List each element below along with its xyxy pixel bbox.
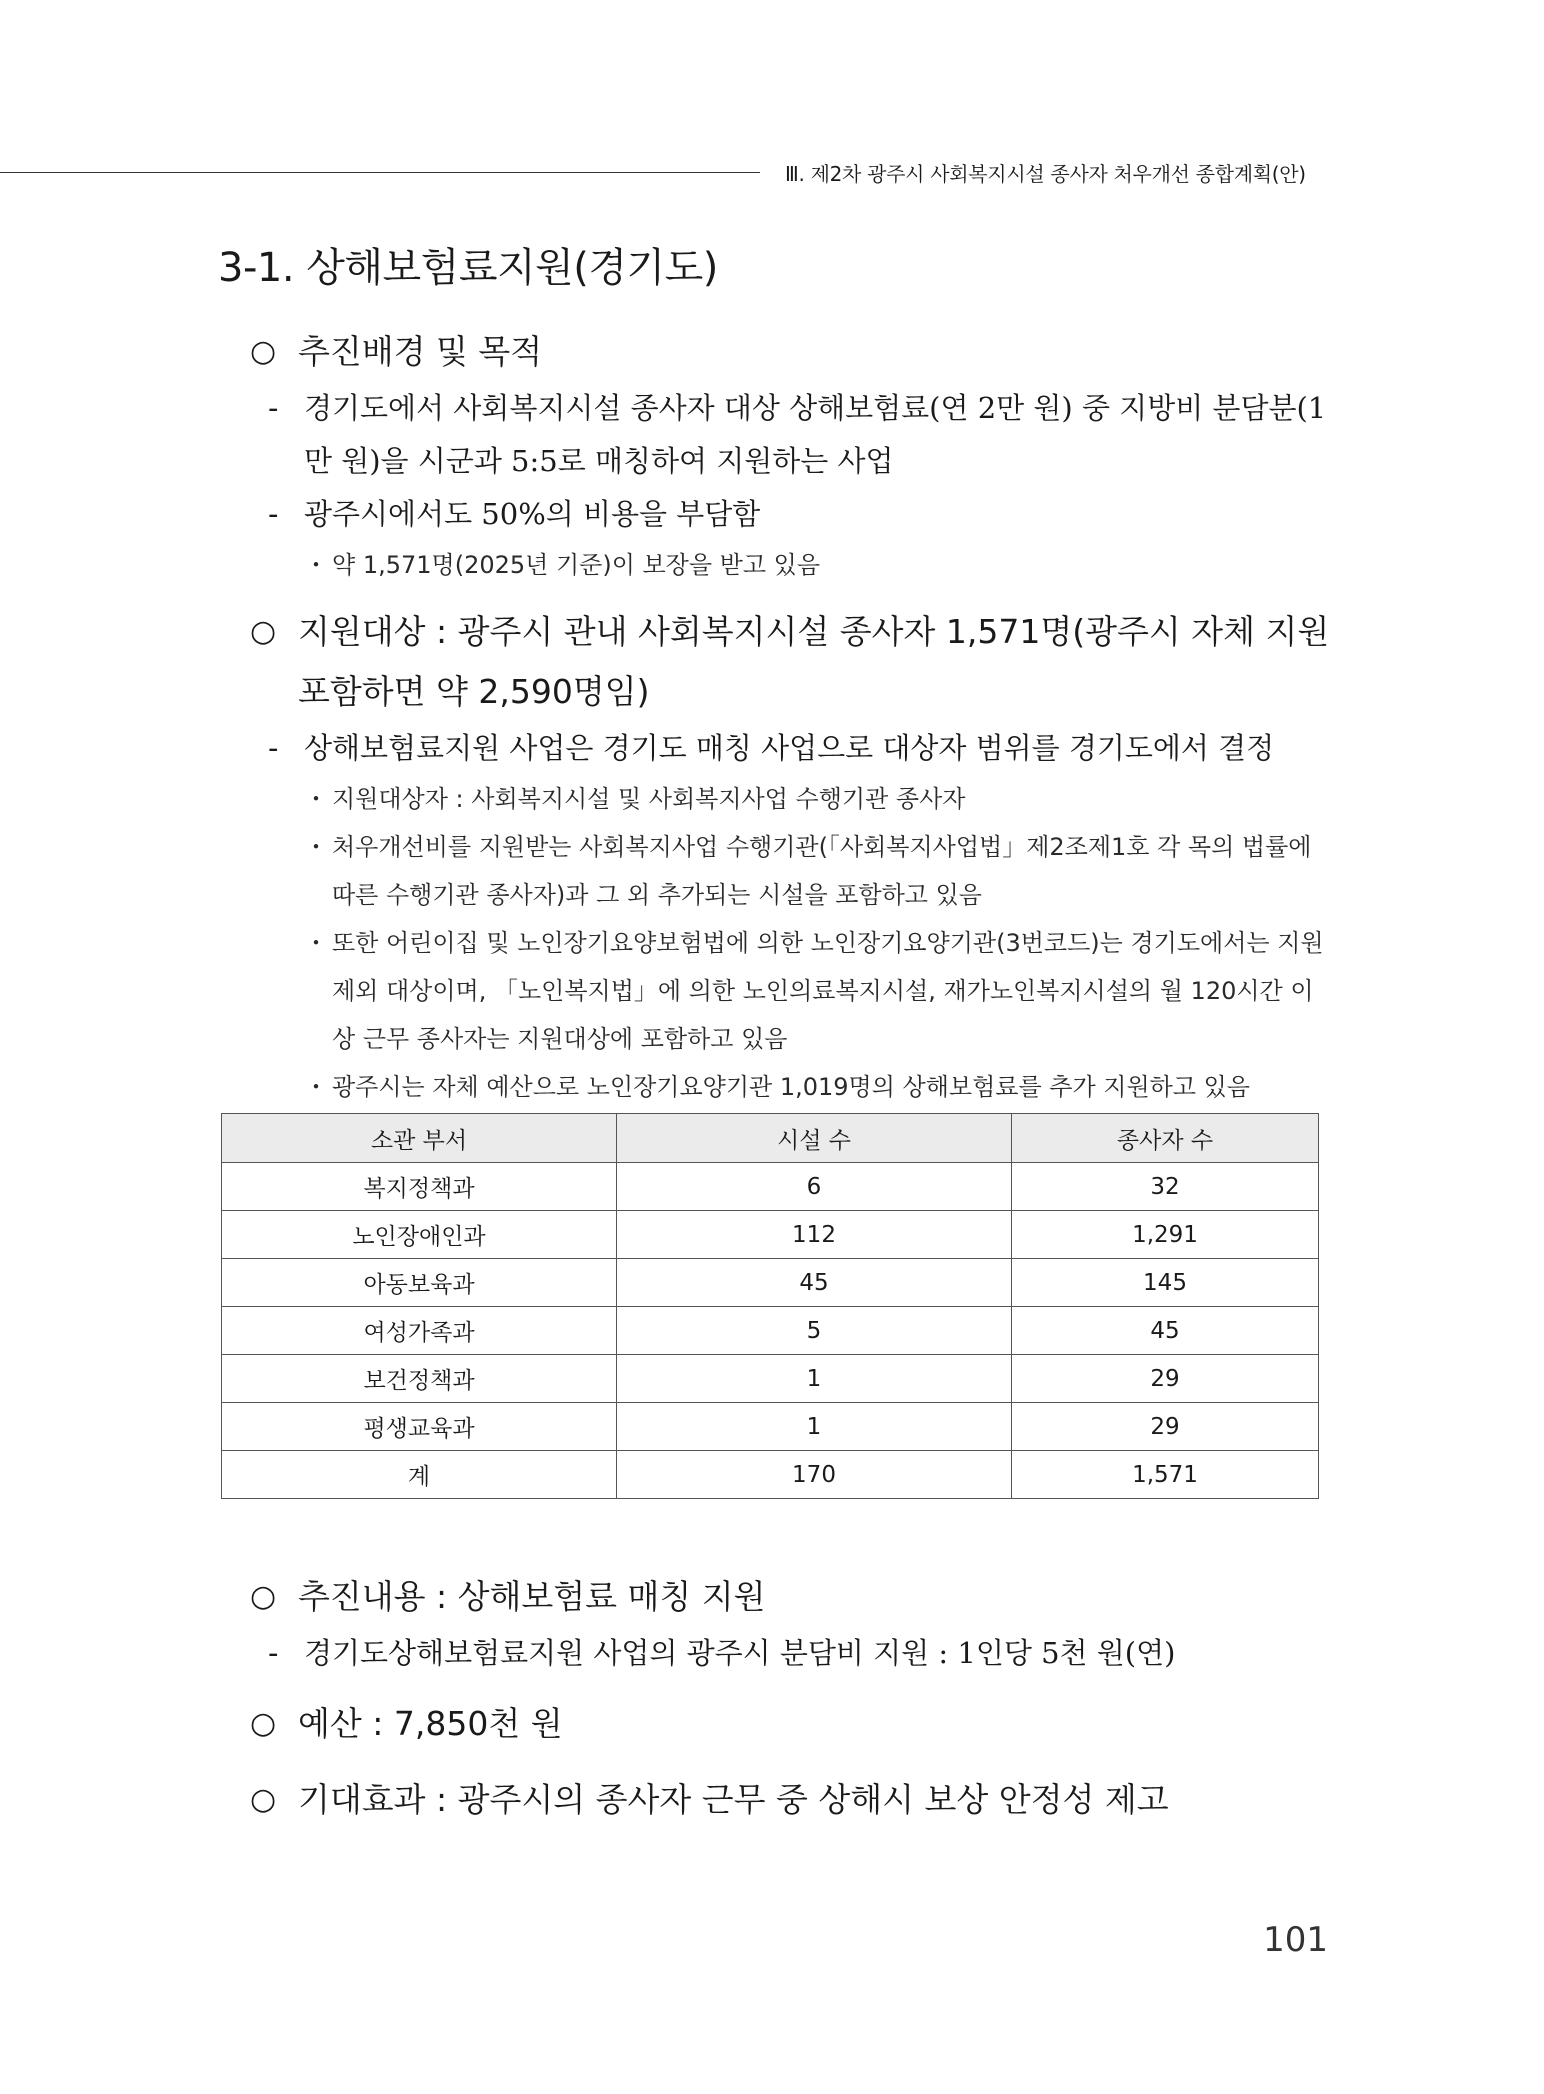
circle-bullet-icon: ○ — [250, 1782, 277, 1817]
background-block — [250, 322, 1330, 589]
cell-workers: 29 — [1012, 1355, 1319, 1403]
circle-bullet-icon: ○ — [250, 1579, 277, 1614]
cell-facilities: 112 — [617, 1211, 1012, 1259]
cell-department: 계 — [222, 1451, 617, 1499]
section-title: 3-1. 상해보험료지원(경기도) — [218, 245, 718, 291]
column-header-department: 소관 부서 — [222, 1114, 617, 1163]
cell-facilities: 170 — [617, 1451, 1012, 1499]
cell-department: 복지정책과 — [222, 1163, 617, 1211]
target-block — [250, 602, 1330, 1111]
dash-bullet-icon: - — [268, 497, 279, 531]
table-row — [222, 1163, 1319, 1211]
cell-workers: 45 — [1012, 1307, 1319, 1355]
dot-bullet-icon: ・ — [304, 551, 328, 579]
dash-bullet-icon: - — [268, 731, 279, 765]
cell-workers: 1,291 — [1012, 1211, 1319, 1259]
cell-facilities: 1 — [617, 1403, 1012, 1451]
cell-department: 노인장애인과 — [222, 1211, 617, 1259]
content-dash-1: - 경기도상해보험료지원 사업의 광주시 분담비 지원 : 1인당 5천 원(연) — [268, 1627, 1330, 1680]
cell-workers: 1,571 — [1012, 1451, 1319, 1499]
dot-bullet-icon: ・ — [304, 929, 328, 957]
cell-department: 보건정책과 — [222, 1355, 617, 1403]
page-number: 101 — [1263, 1920, 1328, 1960]
budget-heading: ○ 예산 : 7,850천 원 — [250, 1694, 1330, 1754]
target-dot-1: ・ 지원대상자 : 사회복지시설 및 사회복지사업 수행기관 종사자 — [304, 775, 1330, 823]
table-row — [222, 1211, 1319, 1259]
running-header: Ⅲ. 제2차 광주시 사회복지시설 종사자 처우개선 종합계획(안) — [785, 162, 1306, 186]
content-block — [250, 1567, 1330, 1680]
circle-bullet-icon: ○ — [250, 334, 277, 369]
target-heading: ○ 지원대상 : 광주시 관내 사회복지시설 종사자 1,571명(광주시 자체 지원 포함하면 약 2,590명임) — [250, 602, 1330, 722]
background-dash-1: - 경기도에서 사회복지시설 종사자 대상 상해보험료(연 2만 원) 중 지방비 분담분(1만 원)을 시군과 5:5로 매칭하여 지원하는 사업 — [268, 382, 1330, 488]
table-row — [222, 1403, 1319, 1451]
department-table — [221, 1113, 1319, 1499]
content-heading: ○ 추진내용 : 상해보험료 매칭 지원 — [250, 1567, 1330, 1627]
table-row — [222, 1355, 1319, 1403]
cell-workers: 29 — [1012, 1403, 1319, 1451]
effect-heading: ○ 기대효과 : 광주시의 종사자 근무 중 상해시 보상 안정성 제고 — [250, 1770, 1330, 1830]
budget-block — [250, 1694, 1330, 1754]
column-header-workers: 종사자 수 — [1012, 1114, 1319, 1163]
background-dash-2: - 광주시에서도 50%의 비용을 부담함 — [268, 488, 1330, 541]
table-row — [222, 1307, 1319, 1355]
circle-bullet-icon: ○ — [250, 614, 277, 649]
circle-bullet-icon: ○ — [250, 1706, 277, 1741]
header-rule — [0, 172, 760, 173]
target-dot-4: ・ 광주시는 자체 예산으로 노인장기요양기관 1,019명의 상해보험료를 추가 지원하고 있음 — [304, 1063, 1330, 1111]
table-total-row — [222, 1451, 1319, 1499]
target-dot-2: ・ 처우개선비를 지원받는 사회복지사업 수행기관(「사회복지사업법」제2조제1호 각 목의 법률에 따른 수행기관 종사자)과 그 외 추가되는 시설을 포함하고 있음 — [304, 823, 1330, 919]
effect-block — [250, 1770, 1330, 1830]
table-header-row — [222, 1114, 1319, 1163]
column-header-facilities: 시설 수 — [617, 1114, 1012, 1163]
cell-facilities: 6 — [617, 1163, 1012, 1211]
background-heading: ○ 추진배경 및 목적 — [250, 322, 1330, 382]
cell-department: 여성가족과 — [222, 1307, 617, 1355]
dot-bullet-icon: ・ — [304, 1073, 328, 1101]
dot-bullet-icon: ・ — [304, 785, 328, 813]
target-dash-1: - 상해보험료지원 사업은 경기도 매칭 사업으로 대상자 범위를 경기도에서 결정 — [268, 722, 1330, 775]
dash-bullet-icon: - — [268, 391, 279, 425]
cell-department: 아동보육과 — [222, 1259, 617, 1307]
cell-facilities: 5 — [617, 1307, 1012, 1355]
cell-department: 평생교육과 — [222, 1403, 617, 1451]
background-dot-1: ・ 약 1,571명(2025년 기준)이 보장을 받고 있음 — [304, 541, 1330, 589]
cell-workers: 32 — [1012, 1163, 1319, 1211]
cell-facilities: 1 — [617, 1355, 1012, 1403]
dot-bullet-icon: ・ — [304, 833, 328, 861]
target-dot-3: ・ 또한 어린이집 및 노인장기요양보험법에 의한 노인장기요양기관(3번코드)는 경기도에서는 지원 제외 대상이며, 「노인복지법」에 의한 노인의료복지시설, 재가노인복지시설의 월 120시간 이상 근무 종사자는 지원대상에 포함하고 있음 — [304, 919, 1330, 1063]
dash-bullet-icon: - — [268, 1636, 279, 1670]
table-row — [222, 1259, 1319, 1307]
cell-facilities: 45 — [617, 1259, 1012, 1307]
cell-workers: 145 — [1012, 1259, 1319, 1307]
